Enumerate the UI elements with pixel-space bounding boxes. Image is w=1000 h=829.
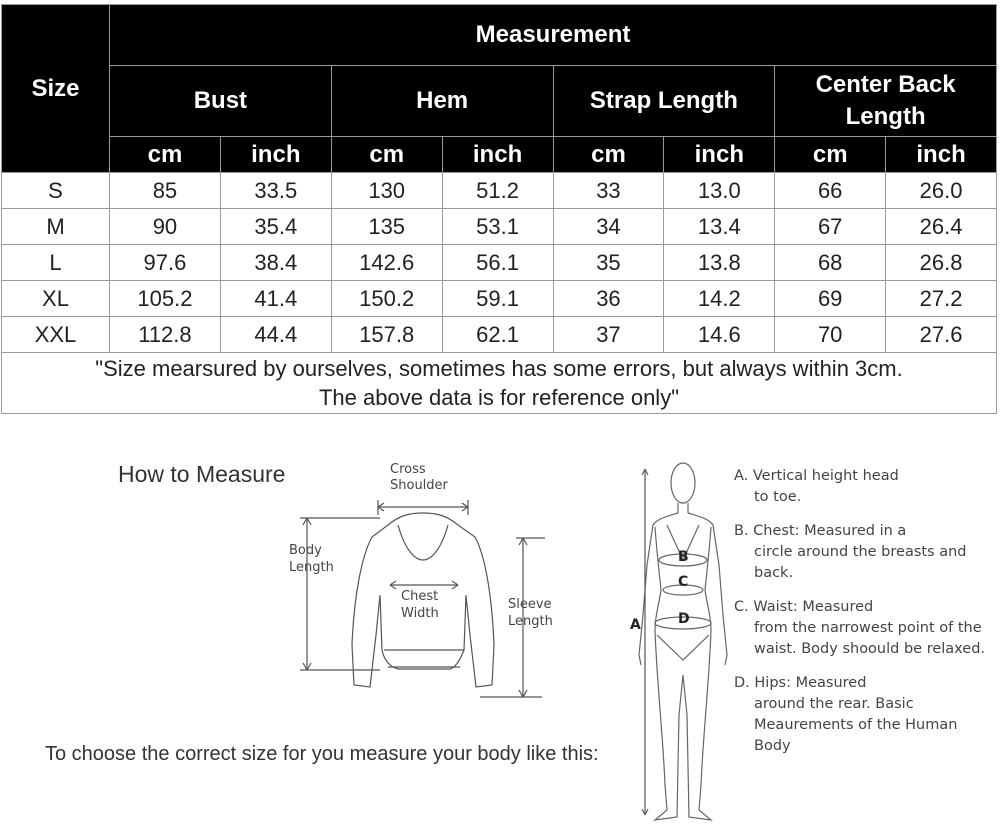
table-row [2,209,997,245]
note-a-first: A. Vertical height head [734,468,899,484]
table-cell: 37 [553,317,664,353]
table-cell: 33.5 [220,173,331,209]
table-cell: 26.8 [886,245,997,281]
table-note-line-2: The above data is for reference only" [318,385,679,410]
note-b [734,521,994,584]
note-d-rest: around the rear. Basic Meaurements of the Human Body [754,696,958,754]
note-d [734,673,994,757]
size-cell: XXL [2,317,110,353]
table-cell: 130 [331,173,442,209]
table-cell: 90 [110,209,221,245]
table-cell: 41.4 [220,281,331,317]
group-header-strap-length: Strap Length [553,66,775,137]
size-chart-table [1,4,997,414]
table-cell: 70 [775,317,886,353]
table-cell: 27.6 [886,317,997,353]
table-cell: 62.1 [442,317,553,353]
note-a-rest: to toe. [754,489,802,505]
table-cell: 44.4 [220,317,331,353]
chest-width-label: Chest [401,589,439,604]
body-length-label: Body [289,543,322,558]
how-to-measure-title: How to Measure [118,461,286,487]
unit-header: inch [442,137,553,173]
table-cell: 69 [775,281,886,317]
guide-instruction: To choose the correct size for you measure your body like this: [45,743,599,765]
unit-header: cm [331,137,442,173]
size-cell: L [2,245,110,281]
table-cell: 35 [553,245,664,281]
table-row [2,245,997,281]
table-cell: 13.0 [664,173,775,209]
table-cell: 13.8 [664,245,775,281]
table-note-row [2,353,997,414]
measurement-header: Measurement [110,5,997,66]
table-cell: 112.8 [110,317,221,353]
table-cell: 27.2 [886,281,997,317]
table-cell: 67 [775,209,886,245]
note-d-first: D. Hips: Measured [734,675,867,691]
table-cell: 59.1 [442,281,553,317]
table-cell: 14.6 [664,317,775,353]
note-b-first: B. Chest: Measured in a [734,523,907,539]
cross-shoulder-label: Cross [390,462,426,477]
table-cell: 157.8 [331,317,442,353]
chest-width-label: Width [401,606,439,621]
table-cell: 35.4 [220,209,331,245]
marker-d: D [678,611,690,627]
measure-notes [734,466,994,770]
unit-header: cm [553,137,664,173]
sleeve-length-label: Sleeve [508,597,552,612]
table-cell: 97.6 [110,245,221,281]
sleeve-length-label: Length [508,614,553,629]
marker-a: A [630,617,641,633]
table-cell: 13.4 [664,209,775,245]
head [671,463,695,503]
table-cell: 36 [553,281,664,317]
sweater-measure-diagram [280,455,570,705]
table-cell: 56.1 [442,245,553,281]
table-cell: 66 [775,173,886,209]
table-cell: 85 [110,173,221,209]
body-length-label: Length [289,560,334,575]
group-header-center-back-length: Center Back Length [775,66,997,137]
note-a [734,466,994,508]
body-measure-diagram [615,455,730,829]
table-row [2,173,997,209]
unit-header: inch [886,137,997,173]
table-cell: 26.0 [886,173,997,209]
table-cell: 34 [553,209,664,245]
group-header-bust: Bust [110,66,332,137]
table-cell: 150.2 [331,281,442,317]
table-cell: 142.6 [331,245,442,281]
note-c [734,597,994,660]
size-cell: XL [2,281,110,317]
unit-header: cm [110,137,221,173]
body-outline [655,527,711,820]
note-c-first: C. Waist: Measured [734,599,874,615]
table-note-line-1: "Size mearsured by ourselves, sometimes has some errors, but always within 3cm. [95,356,903,381]
table-cell: 26.4 [886,209,997,245]
size-cell: S [2,173,110,209]
unit-header: cm [775,137,886,173]
marker-b: B [678,549,689,565]
table-cell: 14.2 [664,281,775,317]
table-note [2,353,997,414]
unit-header: inch [664,137,775,173]
size-column-header: Size [2,5,110,173]
table-cell: 53.1 [442,209,553,245]
table-row [2,317,997,353]
table-cell: 38.4 [220,245,331,281]
note-b-rest: circle around the breasts and back. [754,544,967,581]
table-cell: 135 [331,209,442,245]
group-header-hem: Hem [331,66,553,137]
note-c-rest: from the narrowest point of the waist. Body shoould be relaxed. [754,620,986,657]
cross-shoulder-label: Shoulder [390,478,448,493]
table-cell: 68 [775,245,886,281]
table-row [2,281,997,317]
table-cell: 33 [553,173,664,209]
size-cell: M [2,209,110,245]
marker-c: C [678,574,689,590]
unit-header: inch [220,137,331,173]
table-cell: 105.2 [110,281,221,317]
table-cell: 51.2 [442,173,553,209]
